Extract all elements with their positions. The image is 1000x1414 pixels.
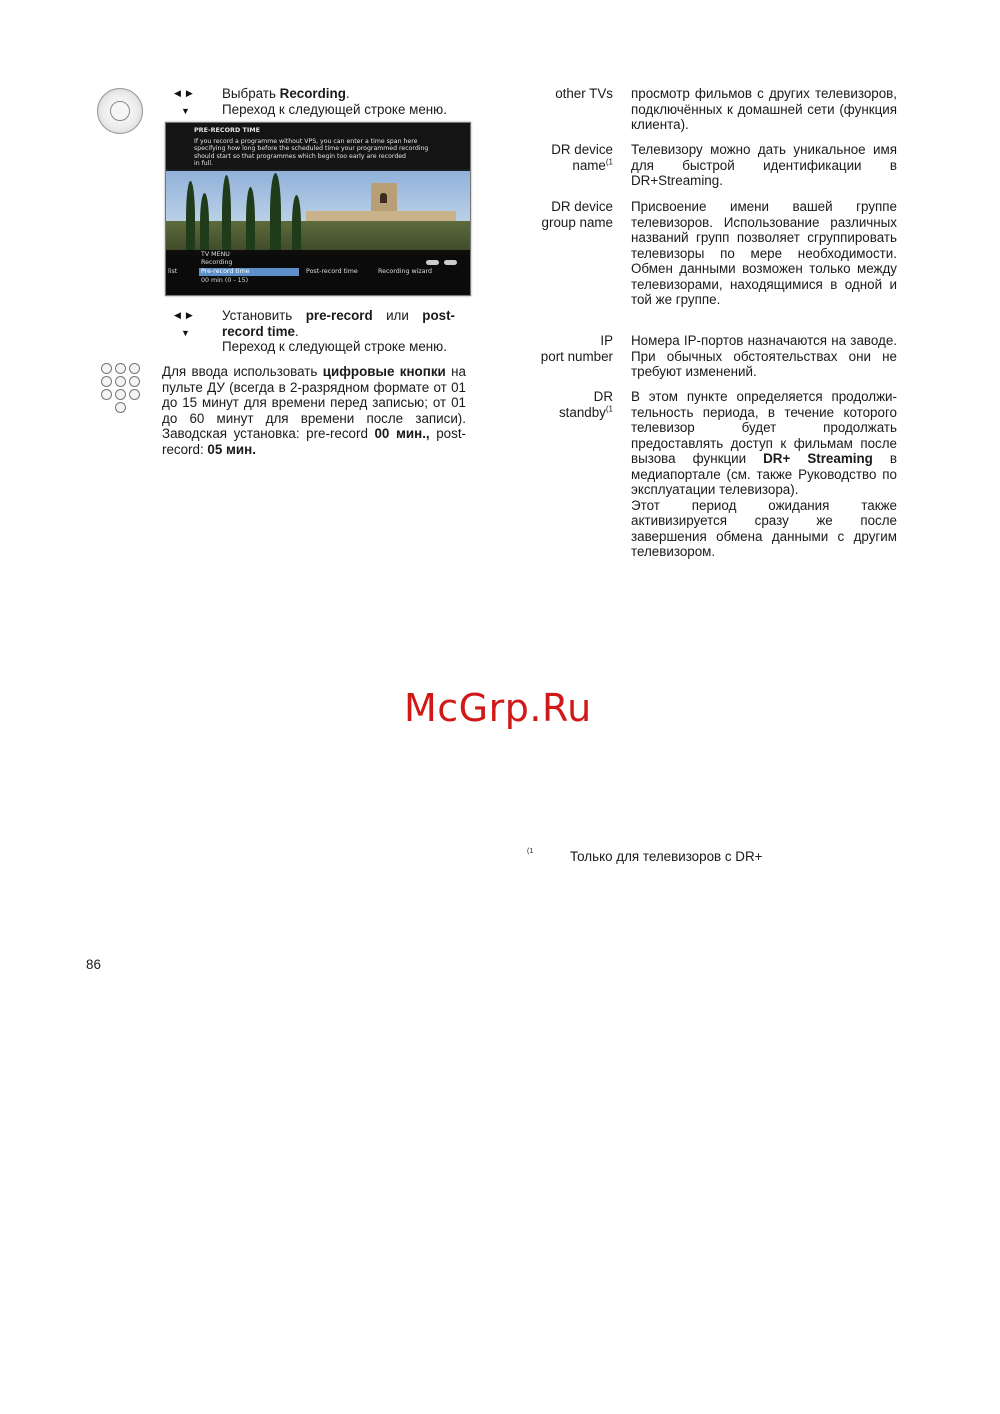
tv-menu-screenshot bbox=[165, 122, 471, 296]
page-number: 86 bbox=[86, 957, 101, 972]
desc-dr-device-name: Телевизору можно дать уникальное имя для быстрой идентификации в DR+Streaming. bbox=[631, 142, 897, 188]
key-icon bbox=[115, 376, 126, 387]
key-icon bbox=[129, 389, 140, 400]
footnote-text: Только для телевизоров с DR+ bbox=[570, 849, 763, 864]
label-dr-device-group-name: DR device group name bbox=[541, 199, 613, 230]
menu-item-recording-wizard[interactable]: Recording wizard bbox=[378, 268, 433, 275]
step3-bold: 05 мин. bbox=[207, 441, 256, 457]
left-right-arrows-icon: ◀ ▶ bbox=[174, 88, 193, 98]
cypress-tree-icon bbox=[186, 181, 195, 253]
info-line: specifying how long before the scheduled time your programmed recording bbox=[194, 145, 429, 153]
menu-title: TV MENU bbox=[201, 251, 230, 258]
menu-subtitle: Recording bbox=[201, 259, 233, 266]
menu-list-label: list bbox=[168, 268, 178, 275]
desc-dr-device-group-name: Присвоение имени вашей группе телевизоров. Использование различных названий групп позволяет сгруппировать телевизоры по мере необходимости. Обмен данными возможен только между телевизорами, находящимися в одной и той же группе. bbox=[631, 199, 897, 307]
step2-bold: record time bbox=[222, 323, 295, 339]
watermark-text: McGrp.Ru bbox=[404, 686, 592, 730]
step1-suffix: . bbox=[345, 86, 350, 101]
label-ip-port-number: IP port number bbox=[540, 333, 613, 364]
desc-ip-port-number: Номера IP-портов назначаются на заводе. При обычных обстоятельствах они не требуют изменений. bbox=[631, 333, 897, 379]
label-dr-standby: DR standby$^{(1}$ bbox=[558, 389, 613, 420]
info-box bbox=[166, 123, 470, 171]
key-icon bbox=[101, 389, 112, 400]
key-icon bbox=[101, 376, 112, 387]
down-arrow-icon: ▼ bbox=[181, 106, 190, 116]
key-icon bbox=[115, 402, 126, 413]
label-dr-device-name: DR device name$^{(1}$ bbox=[551, 142, 613, 173]
info-line: If you record a programme without VPS, you can enter a time span here bbox=[194, 137, 418, 145]
remote-button-icon bbox=[426, 260, 439, 265]
step3-text-part: на пульте ДУ (всегда в 2-разрядном формате от 01 до 15 минут для времени перед записью; от 01 до 60 минут для времени после записи). bbox=[162, 364, 466, 426]
footnote-mark: (1 bbox=[605, 404, 613, 414]
info-title: PRE-RECORD TIME bbox=[194, 126, 260, 134]
footnote-mark: (1 bbox=[527, 848, 534, 855]
step2-text bbox=[222, 308, 455, 355]
down-arrow-icon: ▼ bbox=[181, 328, 190, 338]
tv-menu-bar bbox=[166, 250, 470, 295]
remote-button-icon bbox=[444, 260, 457, 265]
desc-dr-standby bbox=[631, 389, 897, 560]
step2-word: или bbox=[386, 308, 409, 323]
menu-item-post-record[interactable]: Post-record time bbox=[306, 268, 358, 275]
footnote-mark: (1 bbox=[605, 157, 613, 167]
step2-bold: post- bbox=[422, 308, 455, 323]
step3-text-part: Для ввода использовать bbox=[162, 364, 323, 379]
key-icon bbox=[115, 363, 126, 374]
menu-item-pre-record[interactable] bbox=[199, 268, 299, 276]
cypress-tree-icon bbox=[292, 195, 301, 253]
step3-text bbox=[162, 364, 466, 457]
info-line: should start so that programmes which begin too early are recorded bbox=[194, 152, 406, 160]
cypress-tree-icon bbox=[246, 187, 255, 253]
step3-text-part: post-record: bbox=[162, 426, 466, 457]
step3-text-part: Заводская установка: pre-record bbox=[162, 426, 375, 441]
cypress-tree-icon bbox=[270, 173, 281, 253]
step1-text bbox=[222, 86, 472, 117]
info-line: in full. bbox=[194, 160, 214, 168]
key-icon bbox=[115, 389, 126, 400]
step2-word: Установить bbox=[222, 308, 293, 323]
step3-bold: 00 мин., bbox=[374, 426, 430, 441]
key-icon bbox=[101, 363, 112, 374]
left-right-arrows-icon: ◀ ▶ bbox=[174, 310, 193, 320]
step1-bold: Recording bbox=[279, 86, 346, 101]
cypress-tree-icon bbox=[222, 175, 231, 253]
key-icon bbox=[129, 363, 140, 374]
label-other-tvs bbox=[520, 86, 613, 102]
step1-prefix: Выбрать bbox=[222, 86, 280, 101]
navigation-dial-icon bbox=[97, 88, 143, 134]
step2-line2: Переход к следующей строке меню. bbox=[222, 339, 447, 354]
step2-word: . bbox=[294, 323, 299, 339]
desc-part: Этот период ожидания также активизируется сразу же после завершения обмена данными с другим телевизором. bbox=[631, 497, 897, 559]
step1-line2: Переход к следующей строке меню. bbox=[222, 101, 447, 117]
desc-bold: DR+ Streaming bbox=[763, 451, 873, 466]
key-icon bbox=[129, 376, 140, 387]
numeric-keypad-icon bbox=[101, 363, 143, 415]
cypress-tree-icon bbox=[200, 193, 209, 253]
step2-bold: pre-record bbox=[305, 308, 373, 323]
desc-part: в медиапортале (см. также Руководство по эксплуатации телевизора). bbox=[631, 451, 897, 497]
menu-item-label: Pre-record time bbox=[201, 268, 250, 275]
step3-bold: цифровые кнопки bbox=[322, 364, 446, 379]
desc-part: В этом пункте определяется продолжи-тельность периода, в течение которого телевизор будет продолжать предоставлять доступ к фильмам после вызова функции bbox=[631, 389, 897, 466]
desc-other-tvs: просмотр фильмов с других телевизоров, подключённых к домашней сети (функция клиента). bbox=[631, 86, 897, 132]
label-text: other TVs bbox=[555, 86, 613, 101]
menu-value: 00 min (0 - 15) bbox=[201, 277, 249, 284]
